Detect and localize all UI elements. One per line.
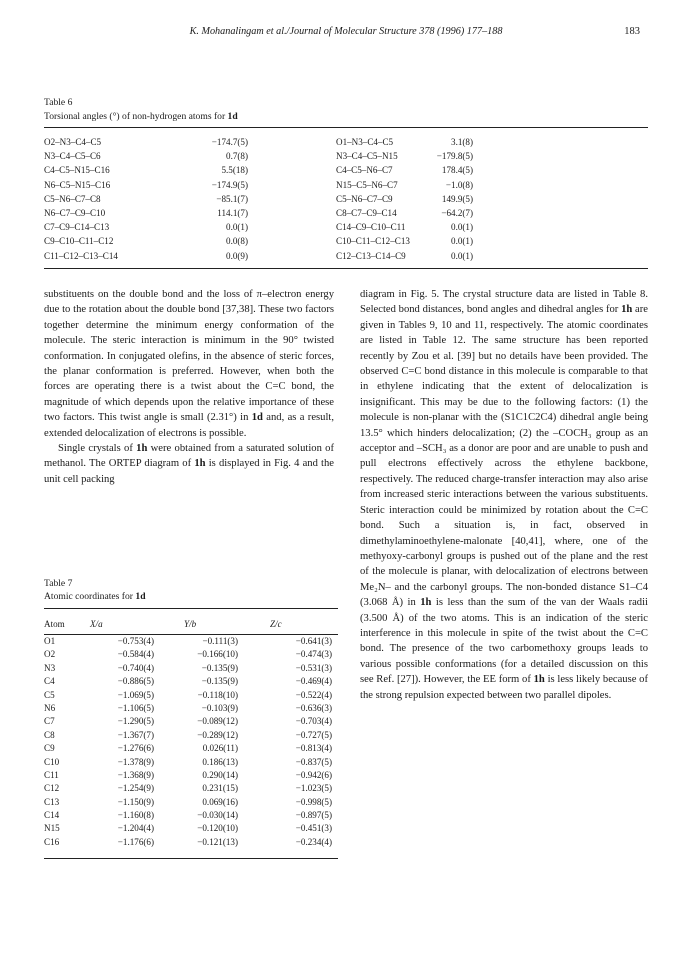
compound-label: 1h — [136, 443, 148, 455]
x-coordinate: −0.584(4) — [117, 649, 154, 660]
table6-caption — [44, 96, 238, 124]
table6-row — [44, 180, 648, 194]
table7-label: Table 7 — [44, 578, 73, 589]
torsion-angle: 0.0(1) — [451, 236, 473, 247]
torsion-angle: 0.0(1) — [451, 250, 473, 261]
z-coordinate: −0.636(3) — [295, 702, 332, 713]
compound-label: 1d — [251, 412, 263, 424]
table7-caption — [44, 577, 146, 603]
y-coordinate: −0.135(9) — [201, 662, 238, 673]
torsion-atoms: N3–C4–C5–N15 — [336, 151, 398, 162]
atom-label: C9 — [44, 743, 55, 754]
z-coordinate: −0.837(5) — [295, 756, 332, 767]
table6-row — [44, 151, 648, 165]
torsion-angle: −179.8(5) — [436, 151, 473, 162]
z-coordinate: −0.531(3) — [295, 662, 332, 673]
z-coordinate: −0.451(3) — [295, 823, 332, 834]
torsion-atoms: C7–C9–C14–C13 — [44, 222, 110, 233]
table6-row — [44, 208, 648, 222]
running-header — [0, 26, 692, 42]
y-coordinate: −0.120(10) — [197, 823, 238, 834]
torsion-angle: −85.1(7) — [216, 193, 248, 204]
table6-row — [44, 222, 648, 236]
compound-label: 1h — [533, 674, 545, 686]
z-coordinate: −0.474(3) — [295, 649, 332, 660]
x-coordinate: −1.106(5) — [117, 702, 154, 713]
atom-label: C11 — [44, 769, 59, 780]
y-coordinate: 0.069(16) — [202, 796, 238, 807]
x-coordinate: −1.276(6) — [117, 743, 154, 754]
y-coordinate: −0.135(9) — [201, 676, 238, 687]
y-coordinate: −0.166(10) — [197, 649, 238, 660]
table7-row — [44, 743, 338, 756]
atom-label: C13 — [44, 796, 60, 807]
torsion-angle: 3.1(8) — [451, 137, 473, 147]
table7-row — [44, 730, 338, 743]
table6 — [44, 137, 648, 265]
torsion-angle: 114.1(7) — [217, 207, 248, 218]
atom-label: C12 — [44, 783, 60, 794]
atom-label: C4 — [44, 676, 55, 687]
table7 — [44, 619, 338, 850]
table7-row — [44, 823, 338, 836]
atom-label: O2 — [44, 649, 56, 660]
atom-label: C14 — [44, 810, 60, 821]
table6-bottom-rule — [44, 268, 648, 269]
x-coordinate: −1.069(5) — [117, 689, 154, 700]
x-coordinate: −1.176(6) — [117, 836, 154, 847]
x-coordinate: −0.753(4) — [117, 636, 154, 646]
torsion-angle: −174.9(5) — [211, 179, 248, 190]
torsion-atoms: C5–N6–C7–C8 — [44, 193, 101, 204]
y-coordinate: 0.231(15) — [202, 783, 238, 794]
table6-row — [44, 194, 648, 208]
y-coordinate: −0.030(14) — [197, 810, 238, 821]
table7-row — [44, 837, 338, 850]
table7-row — [44, 757, 338, 770]
y-coordinate: −0.089(12) — [197, 716, 238, 727]
table7-row — [44, 676, 338, 689]
z-coordinate: −0.897(5) — [295, 810, 332, 821]
torsion-atoms: C10–C11–C12–C13 — [336, 236, 410, 247]
torsion-atoms: C14–C9–C10–C11 — [336, 222, 406, 233]
table6-label: Table 6 — [44, 97, 73, 108]
torsion-atoms: O2–N3–C4–C5 — [44, 137, 102, 147]
table7-row — [44, 770, 338, 783]
atom-label: N3 — [44, 662, 56, 673]
torsion-angle: 0.7(8) — [226, 151, 248, 162]
text-column-right — [360, 287, 648, 703]
z-coordinate: −0.469(4) — [295, 676, 332, 687]
torsion-atoms: C4–C5–N15–C16 — [44, 165, 110, 176]
torsion-atoms: N3–C4–C5–C6 — [44, 151, 101, 162]
x-coordinate: −1.378(9) — [117, 756, 154, 767]
table7-row — [44, 783, 338, 796]
table7-caption-text: Atomic coordinates for — [44, 591, 133, 602]
torsion-atoms: C4–C5–N6–C7 — [336, 165, 393, 176]
compound-label: 1h — [420, 597, 432, 609]
torsion-atoms: C9–C10–C11–C12 — [44, 236, 114, 247]
x-coordinate: −1.254(9) — [117, 783, 154, 794]
x-coordinate: −1.150(9) — [117, 796, 154, 807]
table7-row — [44, 716, 338, 729]
table7-row — [44, 649, 338, 662]
table6-row — [44, 236, 648, 250]
table6-row — [44, 137, 648, 151]
table7-row — [44, 636, 338, 649]
atom-label: N6 — [44, 702, 56, 713]
atom-label: C8 — [44, 729, 55, 740]
z-coordinate: −0.998(5) — [295, 796, 332, 807]
table7-row — [44, 663, 338, 676]
compound-label: 1h — [194, 458, 206, 470]
atom-label: C5 — [44, 689, 55, 700]
table7-compound: 1d — [135, 591, 146, 602]
atom-label: C16 — [44, 836, 60, 847]
y-coordinate: −0.118(10) — [197, 689, 238, 700]
table7-header-y: Y/b — [184, 619, 197, 629]
journal-reference: K. Mohanalingam et al./Journal of Molecular Structure 378 (1996) 177–188 — [189, 26, 503, 37]
torsion-atoms: C5–N6–C7–C9 — [336, 193, 393, 204]
x-coordinate: −1.290(5) — [117, 716, 154, 727]
table7-bottom-rule — [44, 858, 338, 859]
table7-header-atom: Atom — [44, 619, 65, 629]
z-coordinate: −0.942(6) — [295, 769, 332, 780]
torsion-angle: 0.0(8) — [226, 236, 248, 247]
torsion-angle: 0.0(1) — [226, 222, 248, 233]
table6-top-rule — [44, 127, 648, 128]
z-coordinate: −0.641(3) — [295, 636, 332, 646]
z-coordinate: −0.813(4) — [295, 743, 332, 754]
y-coordinate: −0.121(13) — [197, 836, 238, 847]
y-coordinate: 0.290(14) — [202, 769, 238, 780]
torsion-angle: −64.2(7) — [441, 207, 473, 218]
torsion-atoms: N15–C5–N6–C7 — [336, 179, 398, 190]
torsion-angle: 178.4(5) — [441, 165, 473, 176]
x-coordinate: −0.886(5) — [117, 676, 154, 687]
z-coordinate: −0.703(4) — [295, 716, 332, 727]
x-coordinate: −1.204(4) — [117, 823, 154, 834]
y-coordinate: 0.026(11) — [202, 743, 238, 754]
compound-label: 1h — [621, 304, 633, 316]
table6-row — [44, 165, 648, 179]
torsion-angle: 5.5(18) — [221, 165, 248, 176]
x-coordinate: −1.160(8) — [117, 810, 154, 821]
torsion-angle: 149.9(5) — [441, 193, 473, 204]
torsion-angle: 0.0(1) — [451, 222, 473, 233]
table7-top-rule — [44, 608, 338, 609]
torsion-atoms: C8–C7–C9–C14 — [336, 207, 397, 218]
z-coordinate: −0.522(4) — [295, 689, 332, 700]
table6-compound: 1d — [227, 111, 238, 122]
z-coordinate: −1.023(5) — [295, 783, 332, 794]
paragraph-left-1: substituents on the double bond and the loss of π–electron energy due to the rotation about the double bond [37,38]. These two factors together determine the minimum energy conformation of the molecule. The steric interaction is minimum in the 90° twisted conformation. In conjugated olefins, in the absence of steric forces, the planar conformation is preferred. However, when both the forces are operating there is a twist about the C=C bond, the magnitude of which depends upon the relative importance of these two factors. This twist angle is small (2.31°) in 1d and, as a result, extended delocalization of electrons is possible. — [44, 289, 334, 439]
table6-row — [44, 251, 648, 265]
torsion-atoms: O1–N3–C4–C5 — [336, 137, 394, 147]
table7-header-rule — [44, 634, 338, 635]
torsion-atoms: C12–C13–C14–C9 — [336, 250, 406, 261]
torsion-angle: −1.0(8) — [445, 179, 473, 190]
table7-row — [44, 690, 338, 703]
x-coordinate: −1.368(9) — [117, 769, 154, 780]
page-number: 183 — [624, 26, 640, 37]
table7-row — [44, 810, 338, 823]
y-coordinate: 0.186(13) — [202, 756, 238, 767]
torsion-angle: −174.7(5) — [211, 137, 248, 147]
table7-row — [44, 797, 338, 810]
torsion-atoms: C11–C12–C13–C14 — [44, 250, 118, 261]
table6-caption-text: Torsional angles (°) of non-hydrogen atoms for — [44, 111, 226, 122]
y-coordinate: −0.111(3) — [202, 636, 238, 646]
torsion-atoms: N6–C7–C9–C10 — [44, 207, 106, 218]
x-coordinate: −1.367(7) — [117, 729, 154, 740]
y-coordinate: −0.289(12) — [197, 729, 238, 740]
atom-label: N15 — [44, 823, 60, 834]
atom-label: O1 — [44, 636, 56, 646]
torsion-angle: 0.0(9) — [226, 250, 248, 261]
z-coordinate: −0.727(5) — [295, 729, 332, 740]
x-coordinate: −0.740(4) — [117, 662, 154, 673]
atom-label: C7 — [44, 716, 55, 727]
paragraph-left-2: Single crystals of 1h were obtained from a saturated solution of methanol. The ORTEP diagram of 1h is displayed in Fig. 4 and the unit cell packing — [44, 443, 334, 485]
table7-row — [44, 703, 338, 716]
torsion-atoms: N6–C5–N15–C16 — [44, 179, 111, 190]
table7-header-z: Z/c — [270, 619, 282, 629]
text-column-left — [44, 287, 334, 487]
y-coordinate: −0.103(9) — [201, 702, 238, 713]
table7-header-x: X/a — [90, 619, 103, 629]
paragraph-right-1: diagram in Fig. 5. The crystal structure data are listed in Table 8. Selected bond distances, bond angles and dihedral angles for 1h are given in Tables 9, 10 and 11, respectively. The atomic coordinates are listed in Table 12. The same structure has been reported recently by Zou et al. [39] but no details have been provided. The observed C=C bond distance in this molecule is comparable to that in ethylene indicating that the extent of delocalization is insignificant. This may be due to the following factors: (1) the molecule is non-planar with the (S1C1C2C4) dihedral angle being 13.5° which hinders delocalization; (2) the –COCH₃ group as an acceptor and –SCH₃ as a donor are poor and are unable to push and pull electrons effectively across the ethylene backbone, respectively. The reduced charge-transfer interaction may also arise from increased steric interactions between the various substituents. Steric interaction could be minimized by rotation about the C=C bond. Such a situation is, in fact, observed in dimethylaminoethylene-malonate [40,41], where, one of the methyoxy-carbonyl groups is pushed out of the plane and the rest of the molecule is planar, with delocalization of electrons between Me₂N– and the carbonyl groups. The non-bonded distance S1–C4 (3.068 Å) in 1h is less than the sum of the van der Waals radii (3.500 Å) of the two atoms. This is an indication of the steric interference in this molecule in spite of the twist about the C=C bond. The presence of the two carbomethoxy groups leads to various possible conformations (for a detailed discussion on this see Ref. [27]). However, the EE form of 1h is less likely because of the strong repulsion expected between two parallel dipoles. — [360, 289, 648, 701]
atom-label: C10 — [44, 756, 60, 767]
z-coordinate: −0.234(4) — [295, 836, 332, 847]
